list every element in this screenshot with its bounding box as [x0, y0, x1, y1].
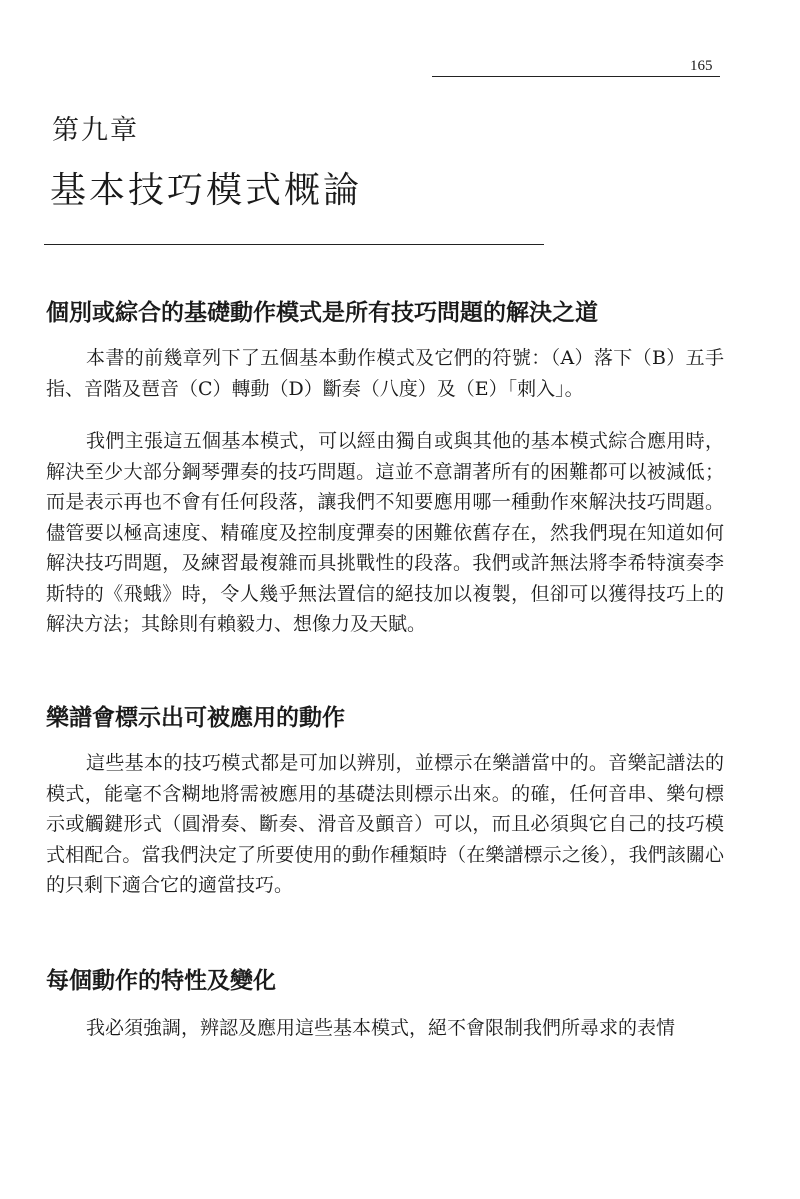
paragraph: 這些基本的技巧模式都是可加以辨別，並標示在樂譜當中的。音樂記譜法的模式，能毫不含糊地將需被應用的基礎法則標示出來。的確，任何音串、樂句標示或觸鍵形式（圓滑奏、斷奏、滑音及顫音）可以，而且必須與它自己的技巧模式相配合。當我們決定了所要使用的動作種類時（在樂譜標示之後），我們該關心的只剩下適合它的適當技巧。 — [46, 752, 724, 896]
chapter-title: 基本技巧模式概論 — [50, 170, 363, 211]
paragraph: 我們主張這五個基本模式，可以經由獨自或與其他的基本模式綜合應用時，解決至少大部分鋼琴彈奏的技巧問題。這並不意謂著所有的困難都可以被減低；而是表示再也不會有任何段落，讓我們不知要應用哪一種動作來解決技巧問題。儘管要以極高速度、精確度及控制度彈奏的困難依舊存在，然我們現在知道如何解決技巧問題，及練習最複雜而具挑戰性的段落。我們或許無法將李希特演奏李斯特的《飛蛾》時，令人幾乎無法置信的絕技加以複製，但卻可以獲得技巧上的解決方法；其餘則有賴毅力、想像力及天賦。 — [46, 430, 724, 635]
section-heading-1: 個別或綜合的基礎動作模式是所有技巧問題的解決之道 — [46, 300, 598, 326]
chapter-label: 第九章 — [52, 115, 139, 146]
page-number: 165 — [690, 58, 713, 74]
paragraph: 本書的前幾章列下了五個基本動作模式及它們的符號：（A）落下（B）五手指、音階及琶音（C）轉動（D）斷奏（八度）及（E）「刺入」。 — [46, 347, 724, 400]
paragraph: 我必須強調，辨認及應用這些基本模式，絕不會限制我們所尋求的表情 — [86, 1017, 676, 1039]
title-rule — [44, 244, 544, 245]
section-heading-2: 樂譜會標示出可被應用的動作 — [46, 705, 345, 731]
section-heading-3: 每個動作的特性及變化 — [46, 968, 276, 994]
header-rule — [432, 76, 720, 77]
